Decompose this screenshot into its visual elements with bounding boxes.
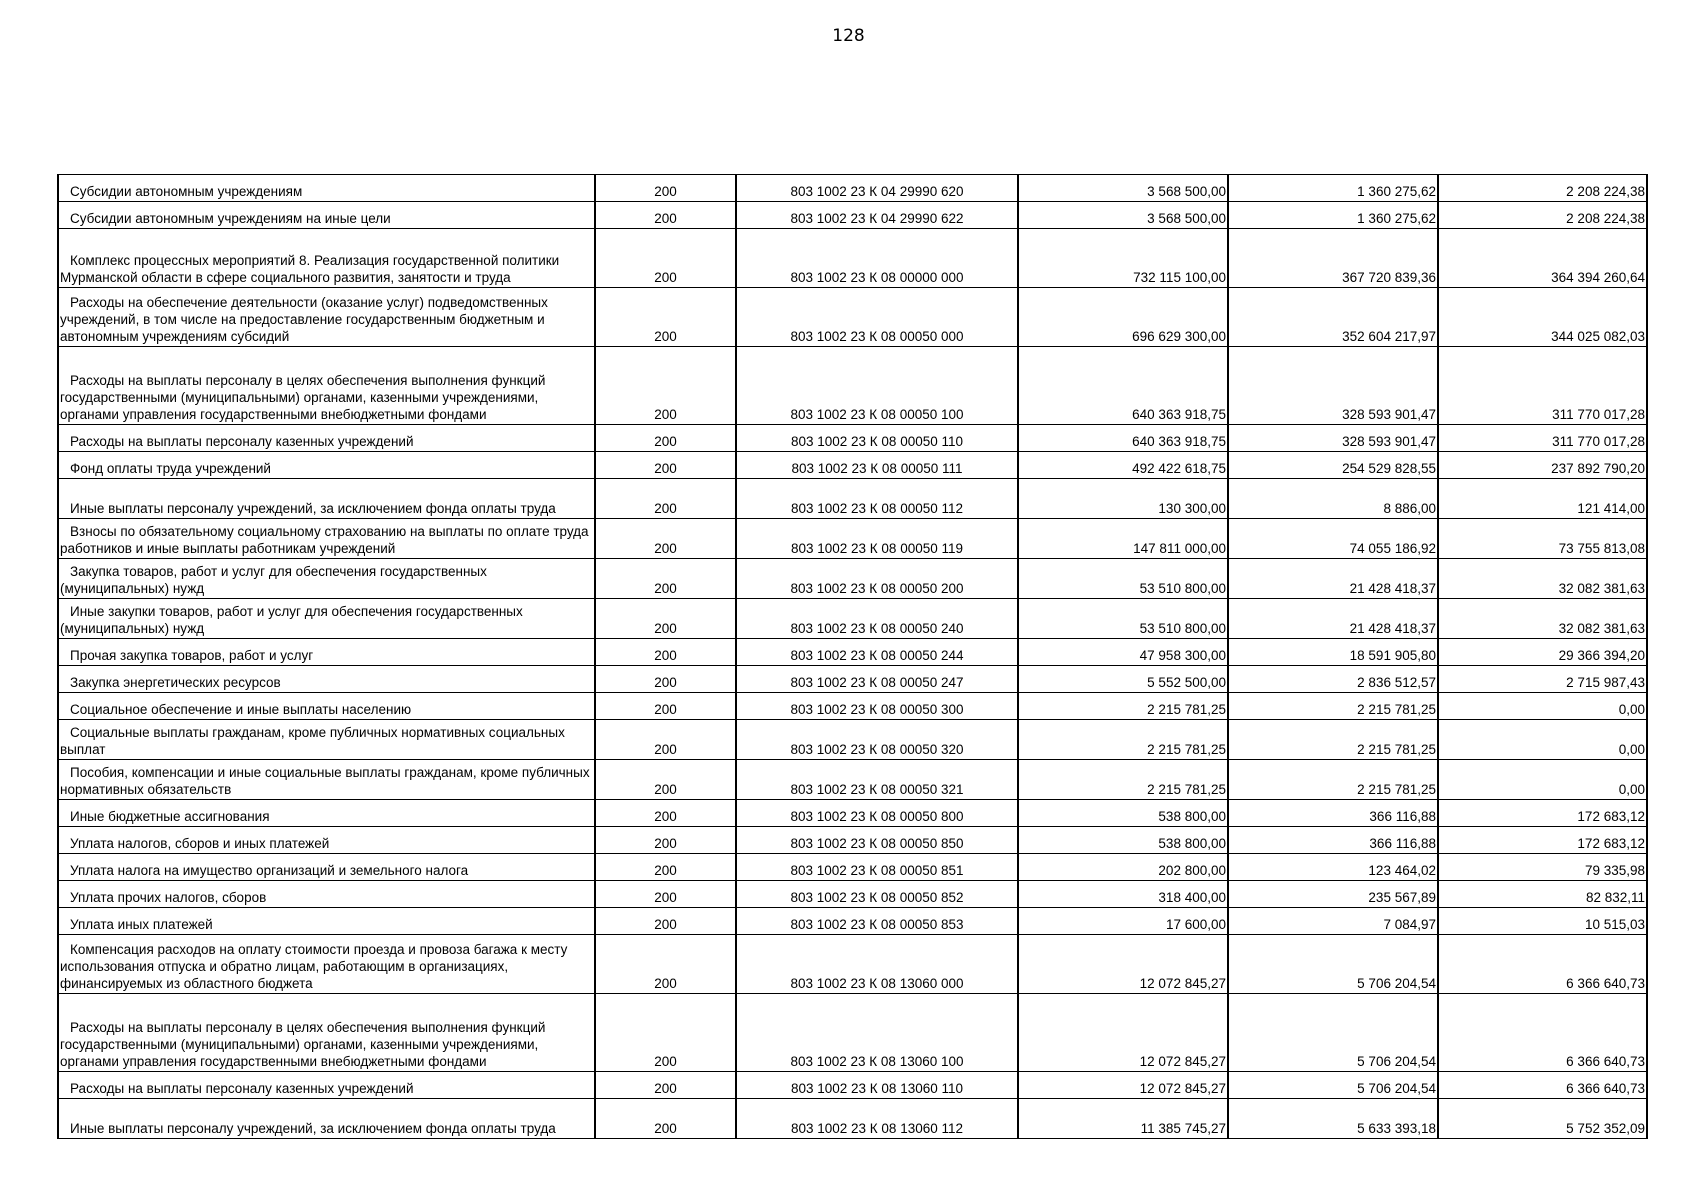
executed-amount: 2 215 781,25 — [1228, 760, 1438, 800]
budget-classification-code: 803 1002 23 К 08 00050 200 — [736, 559, 1018, 599]
expense-name: Прочая закупка товаров, работ и услуг — [58, 639, 595, 666]
expense-name: Пособия, компенсации и иные социальные выплаты гражданам, кроме публичных нормативных обязательств — [58, 760, 595, 800]
approved-amount: 2 215 781,25 — [1018, 760, 1228, 800]
executed-amount: 366 116,88 — [1228, 827, 1438, 854]
unexecuted-amount: 0,00 — [1438, 720, 1647, 760]
table-row — [58, 854, 1647, 881]
budget-classification-code: 803 1002 23 К 08 00050 244 — [736, 639, 1018, 666]
line-code: 200 — [595, 288, 736, 347]
table-row — [58, 425, 1647, 452]
line-code: 200 — [595, 347, 736, 425]
line-code: 200 — [595, 452, 736, 479]
expense-name: Расходы на выплаты персоналу казенных учреждений — [58, 425, 595, 452]
unexecuted-amount: 344 025 082,03 — [1438, 288, 1647, 347]
table-row — [58, 994, 1647, 1072]
unexecuted-amount: 5 752 352,09 — [1438, 1099, 1647, 1139]
line-code: 200 — [595, 479, 736, 519]
expense-name: Уплата прочих налогов, сборов — [58, 881, 595, 908]
line-code: 200 — [595, 202, 736, 229]
budget-classification-code: 803 1002 23 К 08 00050 000 — [736, 288, 1018, 347]
executed-amount: 5 706 204,54 — [1228, 994, 1438, 1072]
executed-amount: 2 215 781,25 — [1228, 693, 1438, 720]
approved-amount: 130 300,00 — [1018, 479, 1228, 519]
executed-amount: 5 706 204,54 — [1228, 1072, 1438, 1099]
table-row — [58, 202, 1647, 229]
expense-name: Социальное обеспечение и иные выплаты населению — [58, 693, 595, 720]
expense-name: Закупка товаров, работ и услуг для обеспечения государственных (муниципальных) нужд — [58, 559, 595, 599]
unexecuted-amount: 0,00 — [1438, 693, 1647, 720]
table-row — [58, 479, 1647, 519]
unexecuted-amount: 73 755 813,08 — [1438, 519, 1647, 559]
unexecuted-amount: 6 366 640,73 — [1438, 935, 1647, 994]
expense-name: Закупка энергетических ресурсов — [58, 666, 595, 693]
budget-classification-code: 803 1002 23 К 08 00050 321 — [736, 760, 1018, 800]
unexecuted-amount: 172 683,12 — [1438, 800, 1647, 827]
approved-amount: 53 510 800,00 — [1018, 559, 1228, 599]
line-code: 200 — [595, 881, 736, 908]
expense-name: Расходы на обеспечение деятельности (оказание услуг) подведомственных учреждений, в том числе на предоставление государственным бюджетным и автономным учреждениям субсидий — [58, 288, 595, 347]
unexecuted-amount: 10 515,03 — [1438, 908, 1647, 935]
executed-amount: 328 593 901,47 — [1228, 425, 1438, 452]
expense-name: Комплекс процессных мероприятий 8. Реализация государственной политики Мурманской области в сфере социального развития, занятости и труда — [58, 229, 595, 288]
executed-amount: 8 886,00 — [1228, 479, 1438, 519]
approved-amount: 538 800,00 — [1018, 800, 1228, 827]
executed-amount: 21 428 418,37 — [1228, 559, 1438, 599]
table-row — [58, 827, 1647, 854]
expense-name: Взносы по обязательному социальному страхованию на выплаты по оплате труда работников и иные выплаты работникам учреждений — [58, 519, 595, 559]
unexecuted-amount: 0,00 — [1438, 760, 1647, 800]
executed-amount: 1 360 275,62 — [1228, 175, 1438, 202]
expense-name: Субсидии автономным учреждениям — [58, 175, 595, 202]
expense-name: Компенсация расходов на оплату стоимости проезда и провоза багажа к месту использования отпуска и обратно лицам, работающим в организациях, финансируемых из областного бюджета — [58, 935, 595, 994]
expense-name: Расходы на выплаты персоналу в целях обеспечения выполнения функций государственными (муниципальными) органами, казенными учреждениями, органами управления государственными внебюджетными фондами — [58, 347, 595, 425]
budget-classification-code: 803 1002 23 К 08 00050 119 — [736, 519, 1018, 559]
approved-amount: 732 115 100,00 — [1018, 229, 1228, 288]
approved-amount: 2 215 781,25 — [1018, 720, 1228, 760]
approved-amount: 5 552 500,00 — [1018, 666, 1228, 693]
executed-amount: 2 836 512,57 — [1228, 666, 1438, 693]
approved-amount: 3 568 500,00 — [1018, 202, 1228, 229]
approved-amount: 538 800,00 — [1018, 827, 1228, 854]
line-code: 200 — [595, 599, 736, 639]
expense-name: Социальные выплаты гражданам, кроме публичных нормативных социальных выплат — [58, 720, 595, 760]
table-row — [58, 760, 1647, 800]
table-row — [58, 881, 1647, 908]
executed-amount: 18 591 905,80 — [1228, 639, 1438, 666]
line-code: 200 — [595, 908, 736, 935]
budget-classification-code: 803 1002 23 К 08 13060 112 — [736, 1099, 1018, 1139]
line-code: 200 — [595, 229, 736, 288]
line-code: 200 — [595, 425, 736, 452]
table-row — [58, 347, 1647, 425]
approved-amount: 12 072 845,27 — [1018, 994, 1228, 1072]
budget-classification-code: 803 1002 23 К 08 00050 100 — [736, 347, 1018, 425]
line-code: 200 — [595, 639, 736, 666]
table-row — [58, 800, 1647, 827]
line-code: 200 — [595, 666, 736, 693]
executed-amount: 367 720 839,36 — [1228, 229, 1438, 288]
unexecuted-amount: 237 892 790,20 — [1438, 452, 1647, 479]
page-number: 128 — [832, 26, 865, 46]
line-code: 200 — [595, 935, 736, 994]
budget-classification-code: 803 1002 23 К 08 00050 851 — [736, 854, 1018, 881]
budget-classification-code: 803 1002 23 К 08 00050 110 — [736, 425, 1018, 452]
unexecuted-amount: 364 394 260,64 — [1438, 229, 1647, 288]
unexecuted-amount: 79 335,98 — [1438, 854, 1647, 881]
line-code: 200 — [595, 175, 736, 202]
unexecuted-amount: 32 082 381,63 — [1438, 599, 1647, 639]
line-code: 200 — [595, 760, 736, 800]
line-code: 200 — [595, 693, 736, 720]
budget-classification-code: 803 1002 23 К 08 13060 110 — [736, 1072, 1018, 1099]
expense-name: Фонд оплаты труда учреждений — [58, 452, 595, 479]
approved-amount: 2 215 781,25 — [1018, 693, 1228, 720]
budget-classification-code: 803 1002 23 К 08 13060 000 — [736, 935, 1018, 994]
table-row — [58, 452, 1647, 479]
approved-amount: 47 958 300,00 — [1018, 639, 1228, 666]
approved-amount: 492 422 618,75 — [1018, 452, 1228, 479]
approved-amount: 640 363 918,75 — [1018, 425, 1228, 452]
table-row — [58, 908, 1647, 935]
expense-name: Уплата налогов, сборов и иных платежей — [58, 827, 595, 854]
unexecuted-amount: 311 770 017,28 — [1438, 425, 1647, 452]
approved-amount: 202 800,00 — [1018, 854, 1228, 881]
expense-name: Расходы на выплаты персоналу казенных учреждений — [58, 1072, 595, 1099]
unexecuted-amount: 311 770 017,28 — [1438, 347, 1647, 425]
approved-amount: 12 072 845,27 — [1018, 1072, 1228, 1099]
executed-amount: 235 567,89 — [1228, 881, 1438, 908]
table-row — [58, 288, 1647, 347]
executed-amount: 21 428 418,37 — [1228, 599, 1438, 639]
approved-amount: 3 568 500,00 — [1018, 175, 1228, 202]
line-code: 200 — [595, 519, 736, 559]
budget-classification-code: 803 1002 23 К 08 00050 112 — [736, 479, 1018, 519]
executed-amount: 7 084,97 — [1228, 908, 1438, 935]
table-row — [58, 175, 1647, 202]
budget-classification-code: 803 1002 23 К 08 00050 247 — [736, 666, 1018, 693]
unexecuted-amount: 172 683,12 — [1438, 827, 1647, 854]
approved-amount: 17 600,00 — [1018, 908, 1228, 935]
approved-amount: 147 811 000,00 — [1018, 519, 1228, 559]
executed-amount: 2 215 781,25 — [1228, 720, 1438, 760]
approved-amount: 11 385 745,27 — [1018, 1099, 1228, 1139]
table-row — [58, 519, 1647, 559]
budget-classification-code: 803 1002 23 К 08 00050 853 — [736, 908, 1018, 935]
executed-amount: 5 633 393,18 — [1228, 1099, 1438, 1139]
budget-classification-code: 803 1002 23 К 04 29990 620 — [736, 175, 1018, 202]
budget-classification-code: 803 1002 23 К 08 00050 240 — [736, 599, 1018, 639]
executed-amount: 74 055 186,92 — [1228, 519, 1438, 559]
budget-classification-code: 803 1002 23 К 04 29990 622 — [736, 202, 1018, 229]
expense-name: Расходы на выплаты персоналу в целях обеспечения выполнения функций государственными (муниципальными) органами, казенными учреждениями, органами управления государственными внебюджетными фондами — [58, 994, 595, 1072]
table-row — [58, 720, 1647, 760]
executed-amount: 1 360 275,62 — [1228, 202, 1438, 229]
budget-classification-code: 803 1002 23 К 08 13060 100 — [736, 994, 1018, 1072]
expense-name: Иные выплаты персоналу учреждений, за исключением фонда оплаты труда — [58, 479, 595, 519]
line-code: 200 — [595, 720, 736, 760]
table-row — [58, 935, 1647, 994]
executed-amount: 366 116,88 — [1228, 800, 1438, 827]
executed-amount: 5 706 204,54 — [1228, 935, 1438, 994]
table-row — [58, 693, 1647, 720]
budget-classification-code: 803 1002 23 К 08 00050 320 — [736, 720, 1018, 760]
line-code: 200 — [595, 827, 736, 854]
table-row — [58, 229, 1647, 288]
unexecuted-amount: 2 208 224,38 — [1438, 175, 1647, 202]
unexecuted-amount: 6 366 640,73 — [1438, 1072, 1647, 1099]
approved-amount: 696 629 300,00 — [1018, 288, 1228, 347]
line-code: 200 — [595, 994, 736, 1072]
line-code: 200 — [595, 559, 736, 599]
approved-amount: 318 400,00 — [1018, 881, 1228, 908]
approved-amount: 12 072 845,27 — [1018, 935, 1228, 994]
table-row — [58, 559, 1647, 599]
table-row — [58, 1072, 1647, 1099]
table-row — [58, 666, 1647, 693]
table-row — [58, 599, 1647, 639]
budget-classification-code: 803 1002 23 К 08 00050 800 — [736, 800, 1018, 827]
unexecuted-amount: 2 208 224,38 — [1438, 202, 1647, 229]
unexecuted-amount: 2 715 987,43 — [1438, 666, 1647, 693]
executed-amount: 123 464,02 — [1228, 854, 1438, 881]
unexecuted-amount: 6 366 640,73 — [1438, 994, 1647, 1072]
executed-amount: 328 593 901,47 — [1228, 347, 1438, 425]
line-code: 200 — [595, 1072, 736, 1099]
expense-name: Иные бюджетные ассигнования — [58, 800, 595, 827]
line-code: 200 — [595, 800, 736, 827]
line-code: 200 — [595, 1099, 736, 1139]
expense-name: Уплата иных платежей — [58, 908, 595, 935]
budget-classification-code: 803 1002 23 К 08 00000 000 — [736, 229, 1018, 288]
expense-name: Иные выплаты персоналу учреждений, за исключением фонда оплаты труда — [58, 1099, 595, 1139]
unexecuted-amount: 32 082 381,63 — [1438, 559, 1647, 599]
approved-amount: 640 363 918,75 — [1018, 347, 1228, 425]
budget-table — [57, 174, 1648, 1139]
expense-name: Уплата налога на имущество организаций и земельного налога — [58, 854, 595, 881]
executed-amount: 254 529 828,55 — [1228, 452, 1438, 479]
budget-classification-code: 803 1002 23 К 08 00050 300 — [736, 693, 1018, 720]
budget-table-body — [58, 175, 1647, 1139]
budget-classification-code: 803 1002 23 К 08 00050 850 — [736, 827, 1018, 854]
expense-name: Субсидии автономным учреждениям на иные цели — [58, 202, 595, 229]
table-row — [58, 639, 1647, 666]
table-row — [58, 1099, 1647, 1139]
budget-classification-code: 803 1002 23 К 08 00050 852 — [736, 881, 1018, 908]
unexecuted-amount: 82 832,11 — [1438, 881, 1647, 908]
unexecuted-amount: 29 366 394,20 — [1438, 639, 1647, 666]
line-code: 200 — [595, 854, 736, 881]
approved-amount: 53 510 800,00 — [1018, 599, 1228, 639]
budget-classification-code: 803 1002 23 К 08 00050 111 — [736, 452, 1018, 479]
unexecuted-amount: 121 414,00 — [1438, 479, 1647, 519]
expense-name: Иные закупки товаров, работ и услуг для обеспечения государственных (муниципальных) нужд — [58, 599, 595, 639]
executed-amount: 352 604 217,97 — [1228, 288, 1438, 347]
